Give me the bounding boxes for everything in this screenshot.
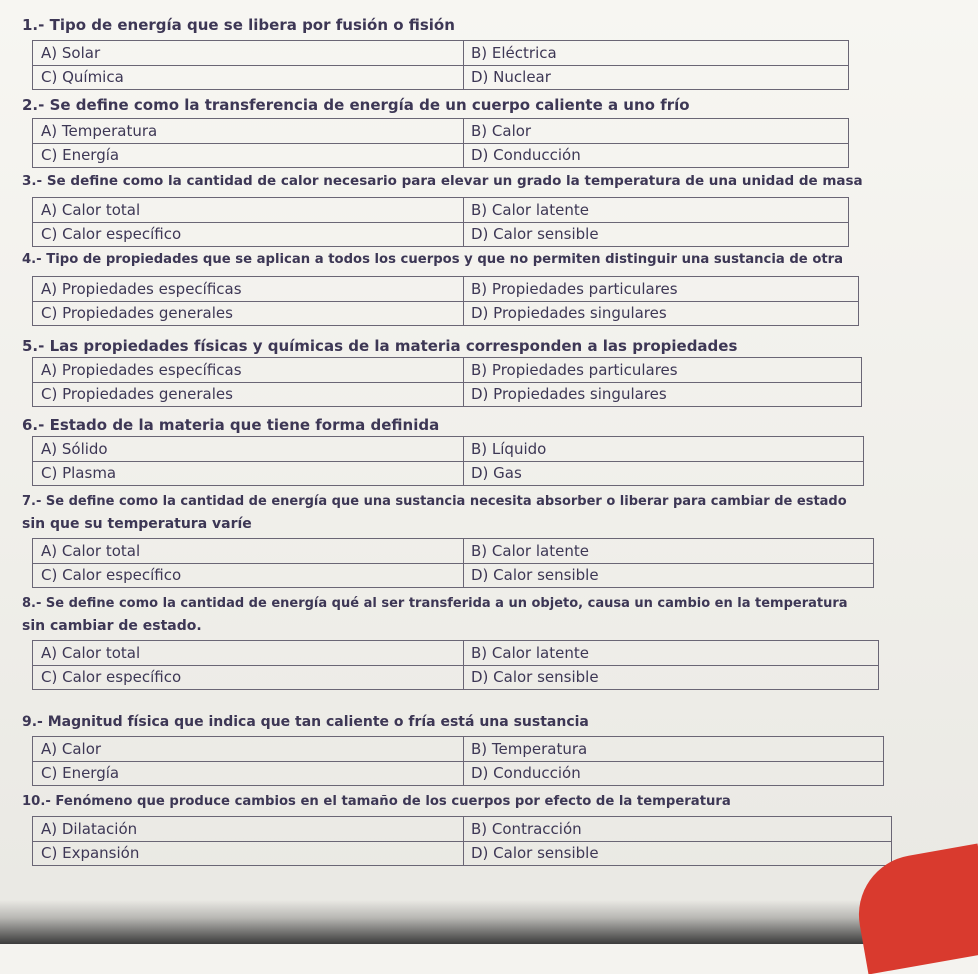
question-8-options: [32, 640, 879, 690]
question-9-option-d: D) Conducción: [471, 764, 581, 782]
question-6-option-b: B) Líquido: [471, 440, 547, 458]
question-9-option-b: B) Temperatura: [471, 740, 588, 758]
question-2-text: 2.- Se define como la transferencia de energía de un cuerpo caliente a uno frío: [22, 96, 690, 114]
question-7-options: [32, 538, 874, 588]
question-4-option-c: C) Propiedades generales: [41, 304, 233, 322]
question-10-options: [32, 816, 892, 866]
question-7-option-d: D) Calor sensible: [471, 566, 599, 584]
page-shadow: [0, 900, 978, 944]
question-6-text: 6.- Estado de la materia que tiene forma definida: [22, 416, 440, 434]
question-9-options: [32, 736, 884, 786]
question-10-option-a: A) Dilatación: [41, 820, 138, 838]
question-7-text-continued: sin que su temperatura varíe: [22, 516, 252, 532]
question-5-option-d: D) Propiedades singulares: [471, 385, 667, 403]
question-1-option-b: B) Eléctrica: [471, 44, 557, 62]
question-2-option-b: B) Calor: [471, 122, 532, 140]
question-1-options: [32, 40, 849, 90]
question-8-text: 8.- Se define como la cantidad de energía qué al ser transferida a un objeto, causa un cambio en la temperatura: [22, 596, 848, 611]
question-3-option-c: C) Calor específico: [41, 225, 182, 243]
question-8-option-d: D) Calor sensible: [471, 668, 599, 686]
question-10-text: 10.- Fenómeno que produce cambios en el tamaño de los cuerpos por efecto de la temperatura: [22, 794, 731, 809]
question-7-option-a: A) Calor total: [41, 542, 141, 560]
question-2-option-c: C) Energía: [41, 146, 120, 164]
question-9-option-a: A) Calor: [41, 740, 102, 758]
question-4-text: 4.- Tipo de propiedades que se aplican a todos los cuerpos y que no permiten distinguir una sustancia de otra: [22, 252, 844, 267]
question-1-option-c: C) Química: [41, 68, 124, 86]
question-2-options: [32, 118, 849, 168]
question-10-option-b: B) Contracción: [471, 820, 582, 838]
question-10-option-d: D) Calor sensible: [471, 844, 599, 862]
question-9-text: 9.- Magnitud física que indica que tan caliente o fría está una sustancia: [22, 714, 589, 730]
question-3-option-b: B) Calor latente: [471, 201, 589, 219]
question-1-text: 1.- Tipo de energía que se libera por fusión o fisión: [22, 16, 455, 34]
question-5-option-a: A) Propiedades específicas: [41, 361, 242, 379]
question-6-options: [32, 436, 864, 486]
question-1-option-d: D) Nuclear: [471, 68, 551, 86]
question-5-option-c: C) Propiedades generales: [41, 385, 233, 403]
question-8-option-c: C) Calor específico: [41, 668, 182, 686]
question-9-option-c: C) Energía: [41, 764, 120, 782]
question-7-option-b: B) Calor latente: [471, 542, 589, 560]
question-5-option-b: B) Propiedades particulares: [471, 361, 678, 379]
question-5-text: 5.- Las propiedades físicas y químicas de la materia corresponden a las propiedades: [22, 337, 738, 355]
question-1-option-a: A) Solar: [41, 44, 101, 62]
question-2-option-a: A) Temperatura: [41, 122, 158, 140]
question-8-option-b: B) Calor latente: [471, 644, 589, 662]
question-7-text: 7.- Se define como la cantidad de energía que una sustancia necesita absorber o liberar para cambiar de estado: [22, 494, 847, 509]
question-10-option-c: C) Expansión: [41, 844, 140, 862]
question-2-option-d: D) Conducción: [471, 146, 581, 164]
question-6-option-a: A) Sólido: [41, 440, 108, 458]
question-3-options: [32, 197, 849, 247]
question-3-option-a: A) Calor total: [41, 201, 141, 219]
question-3-text: 3.- Se define como la cantidad de calor necesario para elevar un grado la temperatura de una unidad de masa: [22, 173, 863, 189]
question-4-option-d: D) Propiedades singulares: [471, 304, 667, 322]
question-4-option-a: A) Propiedades específicas: [41, 280, 242, 298]
question-4-options: [32, 276, 859, 326]
question-8-text-continued: sin cambiar de estado.: [22, 618, 202, 634]
question-3-option-d: D) Calor sensible: [471, 225, 599, 243]
question-8-option-a: A) Calor total: [41, 644, 141, 662]
question-6-option-c: C) Plasma: [41, 464, 117, 482]
question-7-option-c: C) Calor específico: [41, 566, 182, 584]
question-6-option-d: D) Gas: [471, 464, 522, 482]
question-5-options: [32, 357, 862, 407]
question-4-option-b: B) Propiedades particulares: [471, 280, 678, 298]
